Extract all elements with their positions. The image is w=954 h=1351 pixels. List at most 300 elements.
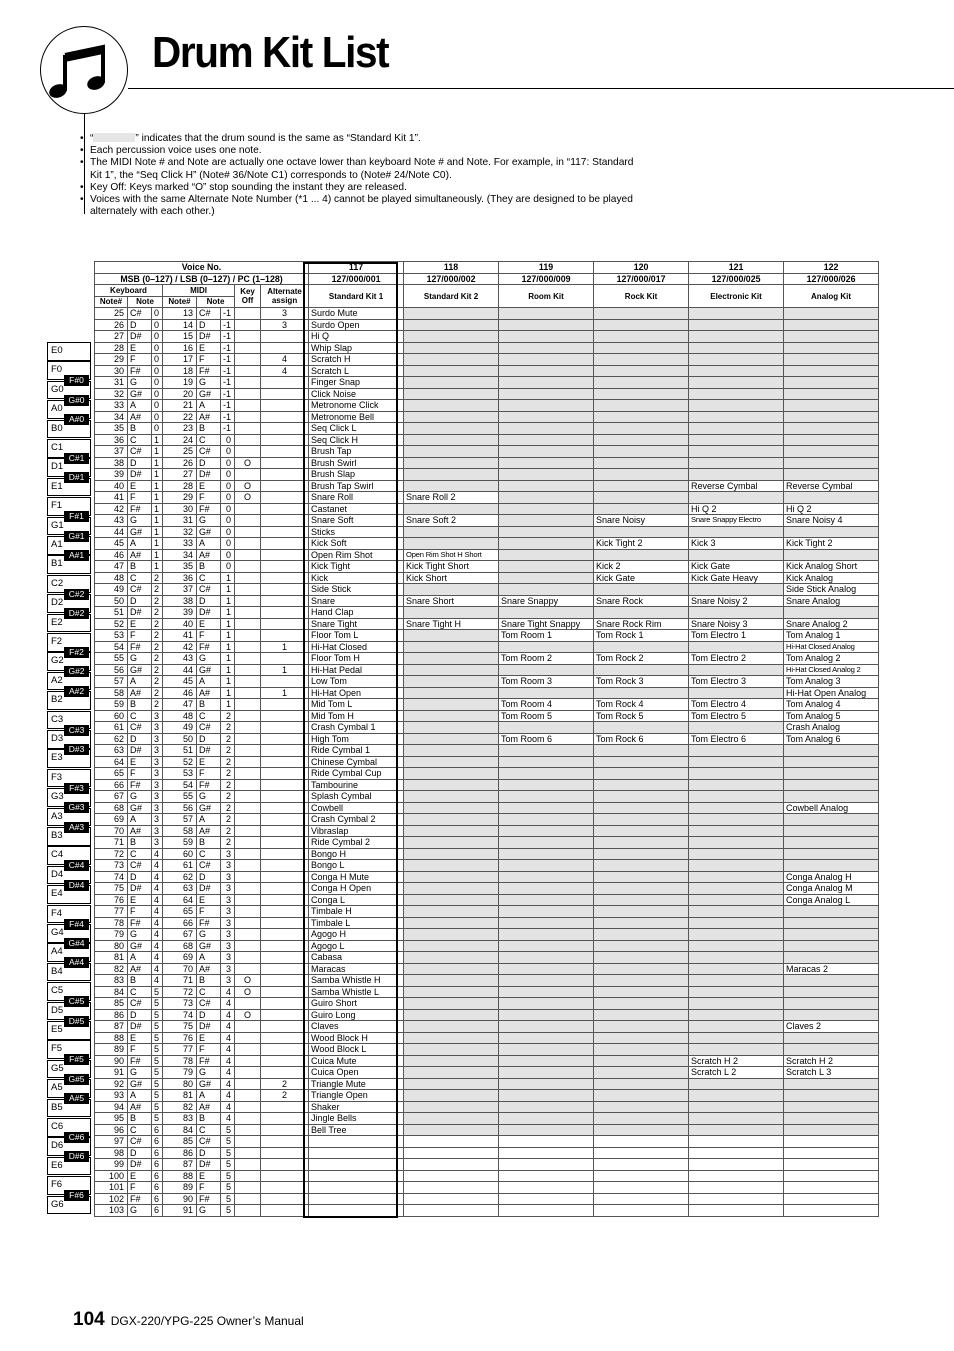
midi-octave: 4	[221, 1090, 235, 1102]
keyboard-note-number: 94	[95, 1101, 128, 1113]
midi-note: C	[197, 1124, 221, 1136]
alternate-assign: 1	[261, 664, 309, 676]
kit-voice-cell: Wood Block H	[309, 1032, 404, 1044]
white-key: G5	[47, 1060, 91, 1079]
midi-octave: 3	[221, 917, 235, 929]
midi-octave: 2	[221, 825, 235, 837]
midi-octave: 4	[221, 1021, 235, 1033]
black-key: G#0	[64, 395, 89, 406]
white-key: B5	[47, 1099, 91, 1118]
kit-voice-cell	[689, 894, 784, 906]
keyboard-note: C#	[128, 446, 152, 458]
white-key: E6	[47, 1157, 91, 1176]
keyboard-note-number: 27	[95, 331, 128, 343]
kit-voice-cell: Snare Short	[404, 595, 499, 607]
midi-octave: 4	[221, 1009, 235, 1021]
kit-voice-cell: Claves	[309, 1021, 404, 1033]
midi-octave: 3	[221, 848, 235, 860]
kit-voice-cell	[594, 986, 689, 998]
kit-voice-cell	[499, 526, 594, 538]
kit-voice-cell	[404, 607, 499, 619]
kit-voice-cell	[499, 423, 594, 435]
black-key: A#3	[64, 822, 89, 833]
alternate-assign	[261, 584, 309, 596]
key-off	[235, 538, 261, 550]
key-off: O	[235, 975, 261, 987]
midi-note: C#	[197, 722, 221, 734]
midi-octave: 3	[221, 952, 235, 964]
keyboard-note: C	[128, 1124, 152, 1136]
keyboard-note-number: 93	[95, 1090, 128, 1102]
midi-note-number: 39	[163, 607, 197, 619]
kit-voice-cell: Kick	[309, 572, 404, 584]
keyboard-octave: 0	[152, 388, 163, 400]
midi-note: D	[197, 733, 221, 745]
keyboard-note-number: 40	[95, 480, 128, 492]
key-off	[235, 1078, 261, 1090]
kit-voice-cell: Tom Analog 2	[784, 653, 879, 665]
keyboard-octave: 3	[152, 710, 163, 722]
midi-note: G	[197, 791, 221, 803]
kit-voice-cell	[404, 1170, 499, 1182]
midi-octave: 2	[221, 722, 235, 734]
midi-octave: -1	[221, 400, 235, 412]
kit-voice-cell	[404, 952, 499, 964]
black-key: F#3	[64, 783, 89, 794]
kit-voice-cell	[499, 906, 594, 918]
keyboard-note-number: 55	[95, 653, 128, 665]
midi-note-number: 78	[163, 1055, 197, 1067]
keyboard-note: A	[128, 952, 152, 964]
kit-voice-cell	[594, 1021, 689, 1033]
midi-note-number: 17	[163, 354, 197, 366]
midi-note-number: 77	[163, 1044, 197, 1056]
kit-voice-cell	[594, 607, 689, 619]
table-row	[95, 538, 879, 550]
kit-voice-cell	[404, 1090, 499, 1102]
kit-voice-cell	[689, 1193, 784, 1205]
alternate-assign	[261, 630, 309, 642]
black-key: A#4	[64, 957, 89, 968]
key-off	[235, 607, 261, 619]
table-row	[95, 469, 879, 481]
kit-voice-cell	[309, 1147, 404, 1159]
midi-note-number: 36	[163, 572, 197, 584]
kit-voice-cell: Tom Room 1	[499, 630, 594, 642]
alternate-assign: 2	[261, 1078, 309, 1090]
midi-note-number: 75	[163, 1021, 197, 1033]
white-key: F0	[47, 361, 91, 380]
table-row	[95, 549, 879, 561]
keyboard-note: G	[128, 791, 152, 803]
kit-voice-cell: Tom Rock 1	[594, 630, 689, 642]
key-off	[235, 561, 261, 573]
kit-voice-cell	[689, 722, 784, 734]
white-key: E2	[47, 614, 91, 633]
kit-voice-cell	[404, 1101, 499, 1113]
midi-note: B	[197, 1113, 221, 1125]
alternate-assign	[261, 699, 309, 711]
midi-note-number: 35	[163, 561, 197, 573]
kit-voice-cell	[594, 940, 689, 952]
midi-note: D#	[197, 1021, 221, 1033]
keyboard-octave: 2	[152, 630, 163, 642]
midi-note-number: 86	[163, 1147, 197, 1159]
keyboard-note-number: 43	[95, 515, 128, 527]
midi-note-number: 72	[163, 986, 197, 998]
kit-voice-cell	[784, 1113, 879, 1125]
kit-voice-cell	[594, 860, 689, 872]
kit-voice-cell	[784, 929, 879, 941]
keyboard-note-number: 25	[95, 308, 128, 320]
midi-note-number: 24	[163, 434, 197, 446]
white-key: F2	[47, 633, 91, 652]
kit-voice-cell	[499, 998, 594, 1010]
keyboard-note: C	[128, 848, 152, 860]
kit-voice-cell	[404, 894, 499, 906]
midi-note-number: 65	[163, 906, 197, 918]
keyboard-octave: 1	[152, 434, 163, 446]
alternate-assign	[261, 791, 309, 803]
kit-voice-cell	[689, 929, 784, 941]
alternate-assign	[261, 1124, 309, 1136]
key-off	[235, 434, 261, 446]
kit-voice-cell	[404, 779, 499, 791]
kit-voice-cell	[499, 331, 594, 343]
bullet: •	[80, 181, 84, 193]
white-key: E1	[47, 478, 91, 497]
key-off	[235, 825, 261, 837]
kit-voice-cell: Snare Tight	[309, 618, 404, 630]
kit-voice-cell: Kick Soft	[309, 538, 404, 550]
keyboard-octave: 0	[152, 308, 163, 320]
kit-voice-cell	[404, 940, 499, 952]
midi-note-number: 15	[163, 331, 197, 343]
kit-voice-cell	[404, 848, 499, 860]
black-key: D#5	[64, 1016, 89, 1027]
midi-note: E	[197, 894, 221, 906]
midi-note: C#	[197, 1136, 221, 1148]
alternate-assign	[261, 1055, 309, 1067]
midi-note: F#	[197, 779, 221, 791]
kit-voice-cell: Kick Tight 2	[784, 538, 879, 550]
midi-note: G	[197, 515, 221, 527]
alternate-assign	[261, 561, 309, 573]
kit-voice-cell	[594, 365, 689, 377]
keyboard-octave: 2	[152, 699, 163, 711]
kit-voice-cell	[689, 1101, 784, 1113]
table-row	[95, 664, 879, 676]
key-off	[235, 630, 261, 642]
table-row	[95, 319, 879, 331]
kit-voice-cell	[689, 388, 784, 400]
kit-voice-cell: Tom Room 5	[499, 710, 594, 722]
kit-voice-cell	[689, 446, 784, 458]
key-off	[235, 526, 261, 538]
midi-octave: 0	[221, 561, 235, 573]
kit-voice-cell	[309, 1182, 404, 1194]
key-off	[235, 998, 261, 1010]
keyboard-octave: 6	[152, 1170, 163, 1182]
keyboard-note-number: 56	[95, 664, 128, 676]
bullet: •	[80, 157, 84, 169]
midi-octave: 0	[221, 492, 235, 504]
kit-voice-cell	[594, 1090, 689, 1102]
midi-octave: 0	[221, 446, 235, 458]
alternate-assign	[261, 572, 309, 584]
midi-octave: 3	[221, 871, 235, 883]
keyboard-note-number: 42	[95, 503, 128, 515]
kit-voice-cell	[499, 1124, 594, 1136]
kit-voice-cell: Kick Gate	[594, 572, 689, 584]
alternate-header: Alternate assign	[261, 285, 309, 308]
midi-octave: 0	[221, 434, 235, 446]
midi-note: F#	[197, 917, 221, 929]
table-row	[95, 699, 879, 711]
kit-voice-cell: Hi Q	[309, 331, 404, 343]
kit-voice-cell: Snare Noisy 4	[784, 515, 879, 527]
midi-octave: 5	[221, 1159, 235, 1171]
table-row	[95, 1205, 879, 1217]
keyboard-note: A#	[128, 825, 152, 837]
kit-voice-cell	[499, 1021, 594, 1033]
kit-voice-cell	[404, 1147, 499, 1159]
keyboard-note: A	[128, 1090, 152, 1102]
bank-header: MSB (0–127) / LSB (0–127) / PC (1–128)	[95, 273, 309, 285]
alternate-assign	[261, 434, 309, 446]
midi-octave: 0	[221, 469, 235, 481]
table-row	[95, 837, 879, 849]
midi-note: G#	[197, 526, 221, 538]
kit-voice-cell	[784, 975, 879, 987]
kit-voice-cell	[404, 664, 499, 676]
kit-voice-cell	[784, 756, 879, 768]
keyboard-note-number: 102	[95, 1193, 128, 1205]
kit-voice-cell	[689, 1090, 784, 1102]
kit-voice-cell: Vibraslap	[309, 825, 404, 837]
midi-note: F	[197, 1044, 221, 1056]
white-key: F6	[47, 1176, 91, 1195]
kit-voice-cell: Hi-Hat Open	[309, 687, 404, 699]
kit-voice-cell	[499, 940, 594, 952]
bullet: •	[80, 145, 84, 157]
midi-octave: -1	[221, 331, 235, 343]
kit-voice-cell: Claves 2	[784, 1021, 879, 1033]
key-off	[235, 871, 261, 883]
keyboard-octave: 5	[152, 986, 163, 998]
kit-voice-cell	[689, 975, 784, 987]
kit-voice-cell	[784, 400, 879, 412]
kit-voice-cell: Snare	[309, 595, 404, 607]
kit-voice-cell	[499, 607, 594, 619]
keyboard-octave: 2	[152, 641, 163, 653]
kit-voice-cell: Kick Gate	[689, 561, 784, 573]
keyboard-note: C#	[128, 308, 152, 320]
keyboard-note-number: 46	[95, 549, 128, 561]
kit-voice-cell	[689, 952, 784, 964]
keyboard-octave: 2	[152, 595, 163, 607]
page-number: 104	[73, 1309, 105, 1330]
kit-voice-cell: Reverse Cymbal	[784, 480, 879, 492]
keyboard-note-number: 41	[95, 492, 128, 504]
black-key: G#2	[64, 666, 89, 677]
kit-voice-cell	[689, 837, 784, 849]
keyboard-note: E	[128, 1032, 152, 1044]
keyboard-octave: 1	[152, 492, 163, 504]
alternate-assign	[261, 515, 309, 527]
table-row	[95, 986, 879, 998]
table-row	[95, 618, 879, 630]
keyboard-note: G#	[128, 940, 152, 952]
keyboard-note-number: 89	[95, 1044, 128, 1056]
kit-voice-cell	[404, 423, 499, 435]
midi-note-number: 59	[163, 837, 197, 849]
white-key: G4	[47, 924, 91, 943]
keyboard-octave: 4	[152, 963, 163, 975]
kit-voice-cell	[499, 1101, 594, 1113]
kit-voice-cell: Kick Tight	[309, 561, 404, 573]
keyboard-octave: 1	[152, 561, 163, 573]
kit-voice-cell	[499, 894, 594, 906]
kit-voice-cell	[784, 1136, 879, 1148]
kit-voice-cell	[594, 469, 689, 481]
keyboard-octave: 5	[152, 1055, 163, 1067]
kit-voice-cell	[499, 975, 594, 987]
kit-voice-cell	[404, 457, 499, 469]
kit-voice-cell: Snare Snappy Electro	[689, 515, 784, 527]
kit-voice-cell	[499, 722, 594, 734]
midi-note: E	[197, 1032, 221, 1044]
kit-voice-cell	[594, 814, 689, 826]
kit-voice-cell	[689, 526, 784, 538]
midi-note: B	[197, 699, 221, 711]
midi-note-number: 55	[163, 791, 197, 803]
keyboard-note: D#	[128, 469, 152, 481]
table-row	[95, 446, 879, 458]
keyboard-note: F	[128, 1044, 152, 1056]
note-text	[90, 157, 640, 181]
kit-voice-cell: Tom Rock 2	[594, 653, 689, 665]
kit-voice-cell: Hi-Hat Closed Analog	[784, 641, 879, 653]
midi-note: B	[197, 837, 221, 849]
kit-bank: 127/000/026	[784, 273, 879, 285]
kit-voice-cell	[784, 791, 879, 803]
kit-number: 122	[784, 262, 879, 274]
keyboard-note-number: 97	[95, 1136, 128, 1148]
midi-note-number: 27	[163, 469, 197, 481]
kit-voice-cell	[689, 1009, 784, 1021]
key-off	[235, 354, 261, 366]
keyboard-octave: 6	[152, 1193, 163, 1205]
midi-note-number: 40	[163, 618, 197, 630]
kit-name: Electronic Kit	[689, 285, 784, 308]
keyboard-note: D#	[128, 607, 152, 619]
kit-voice-cell	[404, 1009, 499, 1021]
kit-voice-cell: Cabasa	[309, 952, 404, 964]
table-row	[95, 377, 879, 389]
keyboard-note-number: 26	[95, 319, 128, 331]
key-off	[235, 1170, 261, 1182]
kit-voice-cell: Snare Tight Snappy	[499, 618, 594, 630]
kit-number: 120	[594, 262, 689, 274]
key-off	[235, 331, 261, 343]
midi-octave: 4	[221, 1044, 235, 1056]
kit-voice-cell	[499, 745, 594, 757]
midi-note-number: 67	[163, 929, 197, 941]
kit-voice-cell	[689, 342, 784, 354]
music-note-icon	[40, 26, 128, 114]
keyboard-note-number: 80	[95, 940, 128, 952]
keyboard-note-number: 50	[95, 595, 128, 607]
midi-note-number: 61	[163, 860, 197, 872]
keyboard-octave: 3	[152, 745, 163, 757]
kit-voice-cell: Brush Tap	[309, 446, 404, 458]
alternate-assign	[261, 1193, 309, 1205]
black-key: C#6	[64, 1132, 89, 1143]
table-row	[95, 1032, 879, 1044]
key-off	[235, 894, 261, 906]
table-row	[95, 1078, 879, 1090]
table-row	[95, 480, 879, 492]
table-row	[95, 848, 879, 860]
kit-voice-cell	[784, 1124, 879, 1136]
white-key: F1	[47, 497, 91, 516]
keyboard-octave: 2	[152, 607, 163, 619]
kit-voice-cell: Wood Block L	[309, 1044, 404, 1056]
midi-octave: 5	[221, 1193, 235, 1205]
midi-note-number: 34	[163, 549, 197, 561]
keyboard-note-number: 47	[95, 561, 128, 573]
midi-note: G#	[197, 664, 221, 676]
midi-note-number: 26	[163, 457, 197, 469]
keyboard-octave: 4	[152, 917, 163, 929]
kit-voice-cell	[499, 1159, 594, 1171]
kit-voice-cell	[594, 917, 689, 929]
kit-voice-cell	[594, 641, 689, 653]
kit-voice-cell	[499, 354, 594, 366]
kit-voice-cell: Conga Analog M	[784, 883, 879, 895]
drum-kit-table	[94, 261, 879, 1217]
keyboard-octave: 6	[152, 1159, 163, 1171]
voice-no-header: Voice No.	[95, 262, 309, 274]
alternate-assign	[261, 1170, 309, 1182]
alternate-assign	[261, 975, 309, 987]
kit-voice-cell	[689, 860, 784, 872]
keyboard-note-number: 95	[95, 1113, 128, 1125]
keyboard-note: D	[128, 319, 152, 331]
note-item	[80, 145, 640, 157]
kit-voice-cell: Cowbell	[309, 802, 404, 814]
kit-voice-cell: Tom Electro 2	[689, 653, 784, 665]
keyboard-note-number: 48	[95, 572, 128, 584]
alternate-assign	[261, 503, 309, 515]
kit-voice-cell	[784, 1147, 879, 1159]
kit-voice-cell	[689, 1021, 784, 1033]
white-key: D6	[47, 1137, 91, 1156]
header-row-groups	[95, 285, 879, 297]
kit-voice-cell	[404, 883, 499, 895]
table-row	[95, 963, 879, 975]
kit-number: 117	[309, 262, 404, 274]
midi-note: C	[197, 572, 221, 584]
midi-octave: 1	[221, 653, 235, 665]
key-off	[235, 1182, 261, 1194]
kit-voice-cell: Kick Tight Short	[404, 561, 499, 573]
kit-voice-cell: Mid Tom L	[309, 699, 404, 711]
kit-voice-cell	[594, 400, 689, 412]
keyboard-octave: 0	[152, 319, 163, 331]
white-key: B4	[47, 963, 91, 982]
